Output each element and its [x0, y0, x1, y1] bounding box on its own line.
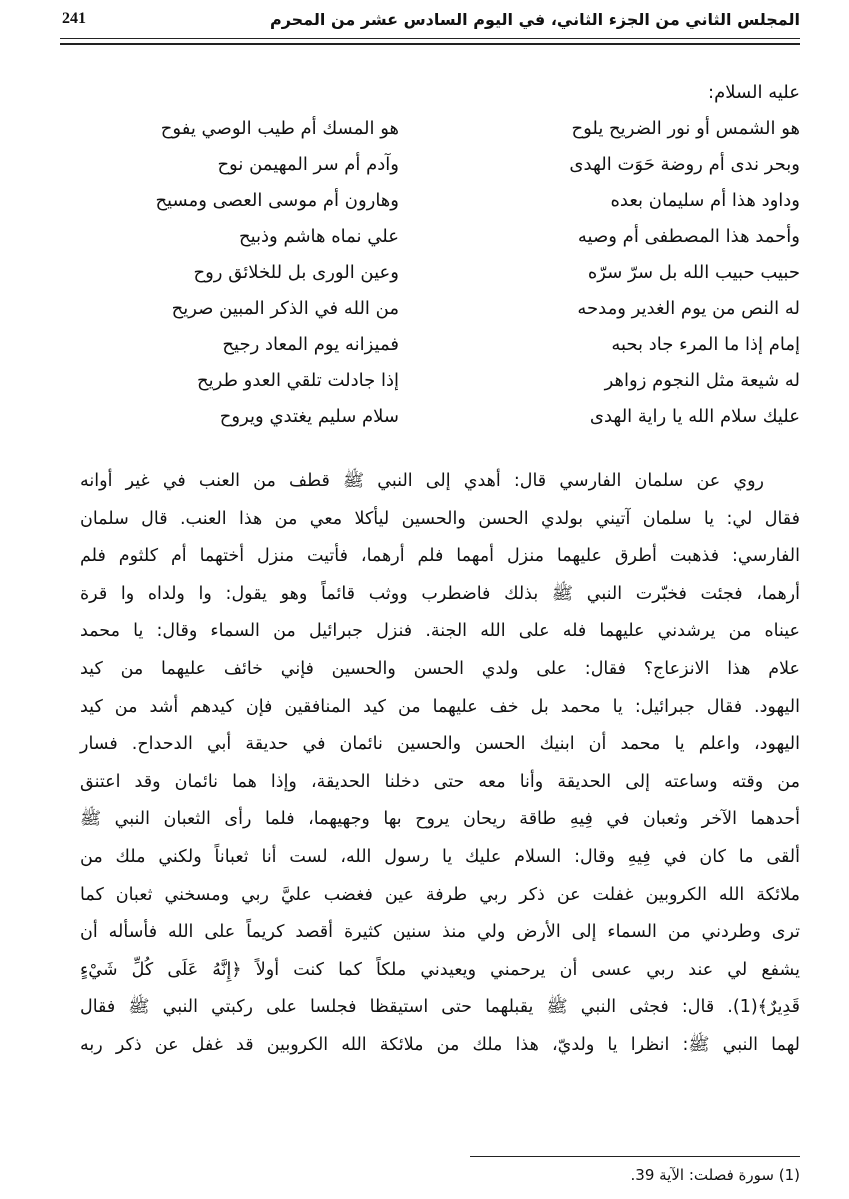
verse-second-hemistich: وهارون أم موسى العصى ومسيح [155, 190, 399, 211]
prose-line: من وقته وساعته إلى الحديقة وأنا معه حتى دخلنا الحديقة، وإذا هما نائمان وقد اعتنق [80, 771, 800, 792]
prose-line: يشفع لي عند ربي عسى أن يرحمني ويعيدني ملكاً كما كنت أولاً ﴿إِنَّهُ عَلَى كُلِّ شَيْءٍ [80, 959, 800, 980]
prose-paragraph [80, 463, 800, 1065]
prose-line: لهما النبي ﷺ: انظرا يا ولديّ، هذا ملك من ملائكة الله الكروبين قد غفل عن ذكر ربه [80, 1034, 800, 1055]
prose-line: أحدهما الآخر وثعبان في فِيهِ طاقة ريحان يروح بها وجهيهما، فلما رأى الثعبان النبي ﷺ [80, 809, 800, 830]
verse-first-hemistich: هو الشمس أو نور الضريح يلوح [571, 118, 800, 139]
header-rule [60, 38, 800, 45]
verse-second-hemistich: من الله في الذكر المبين صريح [171, 298, 399, 319]
verse-first-hemistich: له النص من يوم الغدير ومدحه [577, 298, 800, 319]
verse-first-hemistich: إمام إذا ما المرء جاد بحبه [611, 334, 800, 355]
verse-first-hemistich: وداود هذا أم سليمان بعده [610, 190, 800, 211]
verse-first-hemistich: وأحمد هذا المصطفى أم وصيه [577, 226, 800, 247]
verse-second-hemistich: علي نماه هاشم وذبيح [238, 226, 399, 247]
prose-line: اليهود، واعلم يا محمد أن ابنيك الحسن والحسين نائمان في حديقة أبي الدحداح. فسار [80, 734, 800, 755]
prose-line: ألقى ما كان في فِيهِ وقال: السلام عليك يا رسول الله، لست أنا ثعباناً ولكني ملك من [80, 846, 800, 867]
verse-second-hemistich: فميزانه يوم المعاد رجيح [222, 334, 399, 355]
verse-second-hemistich: وآدم أم سر المهيمن نوح [217, 154, 399, 175]
prose-line: روي عن سلمان الفارسي قال: أهدي إلى النبي ﷺ قطف من العنب في غير أوانه [80, 471, 764, 491]
prose-line: علام هذا الانزعاج؟ فقال: على ولدي الحسن والحسين فإني خائف عليهما من كيد [80, 658, 800, 679]
intro-text: عليه السلام: [708, 82, 800, 103]
verse-first-hemistich: وبحر ندى أم روضة حَوَت الهدى [569, 154, 800, 175]
prose-line: أرهما، فجئت فخبّرت النبي ﷺ بذلك فاضطرب ووثب قائماً وهو يقول: وا ولداه وا قرة [80, 583, 800, 604]
prose-line: عيناه من يرشدني عليهما فله على الله الجنة. فنزل جبرائيل من السماء وقال: يا محمد [80, 621, 800, 642]
footnote: (1) سورة فصلت: الآية 39. [630, 1166, 800, 1184]
verse-second-hemistich: هو المسك أم طيب الوصي يفوح [160, 118, 399, 139]
prose-line: ملائكة الله الكروبين غفلت عن ذكر ربي طرفة عين فغضب عليَّ ربي ومسخني ثعبان كما [80, 884, 800, 905]
verse-first-hemistich: عليك سلام الله يا راية الهدى [589, 406, 800, 427]
verse-second-hemistich: سلام سليم يغتدي ويروح [219, 406, 399, 427]
verse-second-hemistich: وعين الورى بل للخلائق روح [193, 262, 399, 283]
running-header [60, 6, 800, 36]
chapter-title: المجلس الثاني من الجزء الثاني، في اليوم السادس عشر من المحرم [269, 10, 800, 29]
prose-line: ترى وطردني من السماء إلى الأرض ولي منذ سنين كثيرة أقصد كريماً على الله فأسأله أن [80, 922, 800, 943]
verse-first-hemistich: له شيعة مثل النجوم زواهر [604, 370, 800, 391]
prose-line: قَدِيرٌ﴾(1). قال: فجثى النبي ﷺ يقبلهما حتى استيقظا فجلسا على ركبتي النبي ﷺ فقال [80, 997, 800, 1018]
footnote-rule [470, 1156, 800, 1157]
prose-line: فقال لي: يا سلمان آتيني بولدي الحسن والحسين ليأكلا معي من هذا العنب. قال سلمان [80, 508, 800, 529]
verse-first-hemistich: حبيب حبيب الله بل سرّ سرّه [587, 262, 800, 283]
page-number: 241 [62, 10, 86, 27]
prose-line: الفارسي: فذهبت أطرق عليهما منزل أمهما فلم أرهما، فأتيت منزل أختهما أم كلثوم فلم [80, 546, 800, 567]
verse-second-hemistich: إذا جادلت تلقي العدو طريح [197, 370, 399, 391]
prose-line: اليهود. فقال جبرائيل: يا محمد بل خف عليهما من كيد المنافقين فإن كيدهم أشد من كيد [80, 696, 800, 717]
